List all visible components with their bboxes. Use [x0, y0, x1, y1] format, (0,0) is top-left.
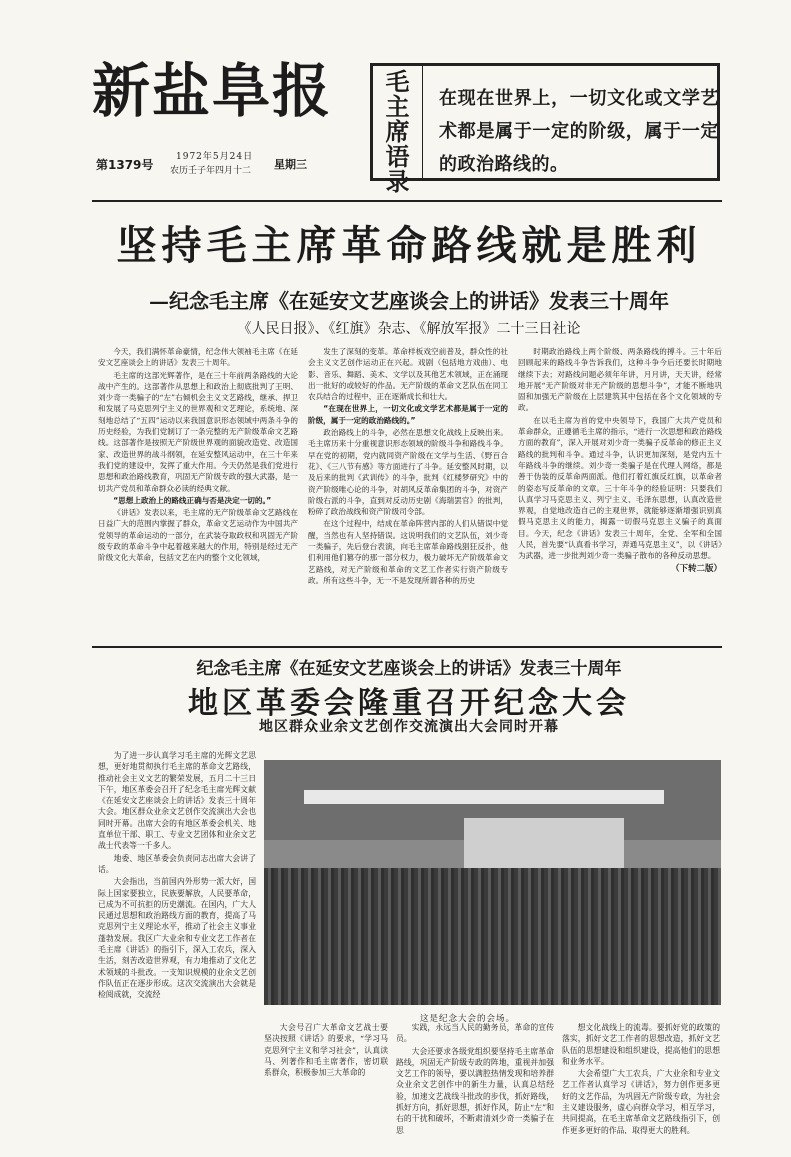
bold-quote: “在现在世界上，一切文化或文学艺术都是属于一定的阶级，属于一定的政治路线的。” — [308, 404, 508, 425]
paragraph: 发生了深刻的变革。革命样板戏空前普及，群众性的社会主义文艺创作运动正在兴起。戏剧（包括地方戏曲）、电影、音乐、舞蹈、美术、文学以及其他艺术领域，正在涌现出一批好的或较好的作品。无产阶级的革命文艺队伍在同工农兵结合的过程中，正在逐渐成长和壮大。 — [308, 347, 508, 402]
report-column-3 — [396, 1022, 554, 1134]
editorial-column-1 — [98, 346, 298, 642]
editorial-column-3 — [518, 346, 722, 642]
quotation-text: 在现在世界上，一切文化或文学艺术都是属于一定的阶级，属于一定的政治路线的。 — [439, 88, 719, 175]
paragraph: 今天，我们满怀革命豪情，纪念伟大领袖毛主席《在延安文艺座谈会上的讲话》发表三十周年。 — [98, 347, 298, 368]
paragraph: 政治路线上的斗争，必然在思想文化战线上反映出来。毛主席历来十分重视意识形态领域的阶级斗争和路线斗争。早在党的初期，党内就同资产阶级在文学与生活、《野百合花》、《三八节有感》等方面进行了斗争。延安整风时期，以及后来的批判《武训传》的斗争，批判《红楼梦研究》中的资产阶级唯心论的斗争，对胡风反革命集团的斗争，对资产阶级右派的斗争，直到对反动历史剧《海瑞罢官》的批判，粉碎了政治战线和资产阶级司令部。 — [308, 428, 508, 517]
report-column-1 — [98, 750, 256, 1132]
lunar-date: 农历壬子年四月十二 — [170, 166, 252, 176]
photo-stage — [464, 818, 624, 872]
meeting-photo — [264, 760, 721, 1005]
section-divider — [92, 646, 722, 648]
report-column-4 — [562, 1022, 720, 1134]
quotation-box — [370, 63, 720, 196]
emphasis-paragraph — [308, 403, 508, 426]
secondary-headline: 地区革委会隆重召开纪念大会 — [188, 686, 630, 721]
paragraph: 大会希望广大工农兵，广大业余和专业文艺工作者认真学习《讲话》，努力创作更多更好的文艺作品，为巩固无产阶级专政，为社会主义建设服务，虚心向群众学习，相互学习，共同提高，在毛主席革命文艺路线指引下，创作更多更好的作品，取得更大的胜利。 — [562, 1069, 720, 1134]
paragraph: 地委、地区革委会负责同志出席大会讲了话。 — [98, 853, 256, 874]
quotation-tab — [373, 66, 423, 196]
paragraph: 实践，永远当人民的勤务员，革命的宣传员。 — [396, 1023, 554, 1044]
editorial-column-2 — [308, 346, 508, 642]
weekday: 星期三 — [274, 158, 307, 171]
quotation-tab-char: 语 — [385, 143, 410, 171]
bold-quote: “思想上政治上的路线正确与否是决定一切的。” — [113, 495, 272, 505]
continued-note-line — [518, 563, 722, 575]
editorial-body — [98, 346, 722, 642]
paragraph: 为了进一步认真学习毛主席的光辉文艺思想，更好地贯彻执行毛主席的革命文艺路线，推动社会主义文艺的繁荣发展，五月二十三日下午，地区革委会召开了纪念毛主席光辉文献《在延安文艺座谈会上的讲话》发表三十周年大会。地区群众业余文艺创作交流演出大会也同时开幕。出席大会的有地区革委会机关、地直单位干部、职工、专业文艺团体和业余文艺战士代表等一千多人。 — [98, 751, 256, 851]
quotation-tab-char: 主 — [385, 93, 410, 121]
secondary-subheadline: 地区群众业余文艺创作交流演出大会同时开幕 — [259, 719, 559, 735]
quotation-tab-char: 录 — [385, 168, 410, 196]
secondary-kicker: 纪念毛主席《在延安文艺座谈会上的讲话》发表三十周年 — [196, 659, 622, 679]
paragraph: 时期政治路线上两个阶级、两条路线的搏斗。三十年后回顾起来的路线斗争告诉我们，这种斗争今后还要长时期地继续下去；对路线问题必须年年讲，月月讲，天天讲，经常地开展“无产阶级对非无产阶级的思想斗争”，才能不断地巩固和加强无产阶级在上层建筑其中包括在各个文化领域的专政。 — [518, 347, 722, 413]
lead-subheadline: —纪念毛主席《在延安文艺座谈会上的讲话》发表三十周年 — [149, 289, 669, 313]
lead-byline: 《人民日报》、《红旗》杂志、《解放军报》二十三日社论 — [237, 321, 581, 337]
paragraph: 《讲话》发表以来，毛主席的无产阶级革命文艺路线在日益广大的范围内掌握了群众，革命文艺运动作为中国共产党领导的革命运动的一部分，在武装夺取政权和巩固无产阶级专政的革命斗争中起着越来越大的作用，特别是经过无产阶级文化大革命，包括文艺在内的整个文化领域， — [98, 508, 298, 563]
paragraph: 毛主席的这部光辉著作，是在三十年前两条路线的大论战中产生的。这部著作从思想上和政治上彻底批判了王明、刘少奇一类骗子的“左”右倾机会主义文艺路线，继承、捍卫和发展了马克思列宁主义的世界观和文艺理论，系统地、深刻地总结了“五四”运动以来我国意识形态领域中两条斗争的历史经验，为我们党制订了一条完整的无产阶级革命文艺路线。这部著作是按照无产阶级世界观的面貌改造党、改造国家、改造世界的战斗纲领，在延安整风运动中，在三十年来我们党的建设中，发挥了重大作用。今天仍然是我们党进行思想和政治路线教育，巩固无产阶级专政的强大武器，是一切共产党员和革命群众必读的经典文献。 — [98, 370, 298, 493]
masthead-title: 新盐阜报 — [92, 57, 333, 125]
quotation-tab-char: 毛 — [385, 68, 410, 96]
issue-info — [96, 148, 314, 180]
continued-note: （下转二版） — [670, 563, 722, 574]
paragraph: 大会号召广大革命文艺战士要坚决按照《讲话》的要求，“学习马克思列宁主义和学习社会”，认真读马、列著作和毛主席著作，密切联系群众，积极参加三大革命的 — [264, 1023, 388, 1078]
publication-date: 1972年5月24日 — [176, 152, 254, 162]
masthead-divider — [92, 200, 722, 202]
photo-caption: 这是纪念大会的会场。 — [420, 1014, 516, 1024]
paragraph: 在这个过程中，结成在革命阵营内部的人们从错误中觉醒，当然也有人坚持错误。这说明我们的文艺队伍，刘少奇一类骗子，先后登台表演，向毛主席革命路线猖狂反扑，他们利用他们篡夺的那一部分权力，极力破坏无产阶级革命文艺路线，对无产阶级和革命的文艺工作者实行资产阶级专政。所有这些斗争，无一不是发现所谓各种的历史 — [308, 519, 508, 585]
report-column-2 — [264, 1022, 388, 1134]
photo-banner — [304, 790, 664, 804]
photo-audience — [264, 868, 721, 1005]
emphasis-paragraph — [98, 495, 298, 506]
paragraph: 大会指出，当前国内外形势一派大好，国际上国家要独立，民族要解放，人民要革命，已成为不可抗拒的历史潮流。在国内，广大人民通过思想和政治路线方面的教育，提高了马克思列宁主义理论水平，推动了社会主义事业蓬勃发展。我区广大业余和专业文艺工作者在毛主席《讲话》的指引下，深入工农兵，深入生活，刻苦改造世界观，有力地推动了文化艺术领域的斗批改。一支知识规模的业余文艺创作队伍正在逐步形成。这次交流演出大会就是检阅成就，交流经 — [98, 877, 256, 1000]
quotation-tab-char: 席 — [385, 118, 410, 146]
lead-headline: 坚持毛主席革命路线就是胜利 — [116, 223, 702, 269]
paragraph: 想文化战线上的流毒。要抓好党的政策的落实，抓好文艺工作者的思想改造，抓好文艺队伍的思想建设和组织建设，提高他们的思想和业务水平。 — [562, 1023, 720, 1066]
paragraph: 在以毛主席为首的党中央领导下，我国广大共产党员和革命群众，正遵循毛主席的指示，“进行一次思想和政治路线方面的教育”，深入开展对刘少奇一类骗子反革命的修正主义路线的批判和斗争。通过斗争，认识更加深刻，是党内五十年路线斗争的继续。刘少奇一类骗子是在代理人网络，都是善于伪装的反革命两面派。他们打着红旗反红旗，以革命者的姿态写反革命的文章。三十年斗争的经验证明：只要我们认真学习马克思主义、列宁主义、毛泽东思想，认真改造世界观，自觉地改造自己的主观世界，就能够逐渐增强识别真假马克思主义的能力，揭露一切假马克思主义骗子的真面目。今天，纪念《讲话》发表三十周年，全党、全军和全国人民，首先要“认真看书学习，弄通马克思主义”，以《讲话》为武器，进一步批判刘少奇一类骗子散布的各种反动思想。 — [518, 415, 722, 561]
issue-number: 第1379号 — [96, 158, 154, 172]
paragraph: 大会还要求各级党组织要坚持毛主席革命路线，巩固无产阶级专政的阵地，重视并加强文艺工作的领导，要以满腔热情发现和培养群众业余文艺创作中的新生力量，认真总结经验，加速文艺战线斗批改的步伐，抓好路线，抓好方向，抓好思想，抓好作风，防止“左”和右的干扰和破坏，不断肃清刘少奇一类骗子在思 — [396, 1046, 554, 1134]
